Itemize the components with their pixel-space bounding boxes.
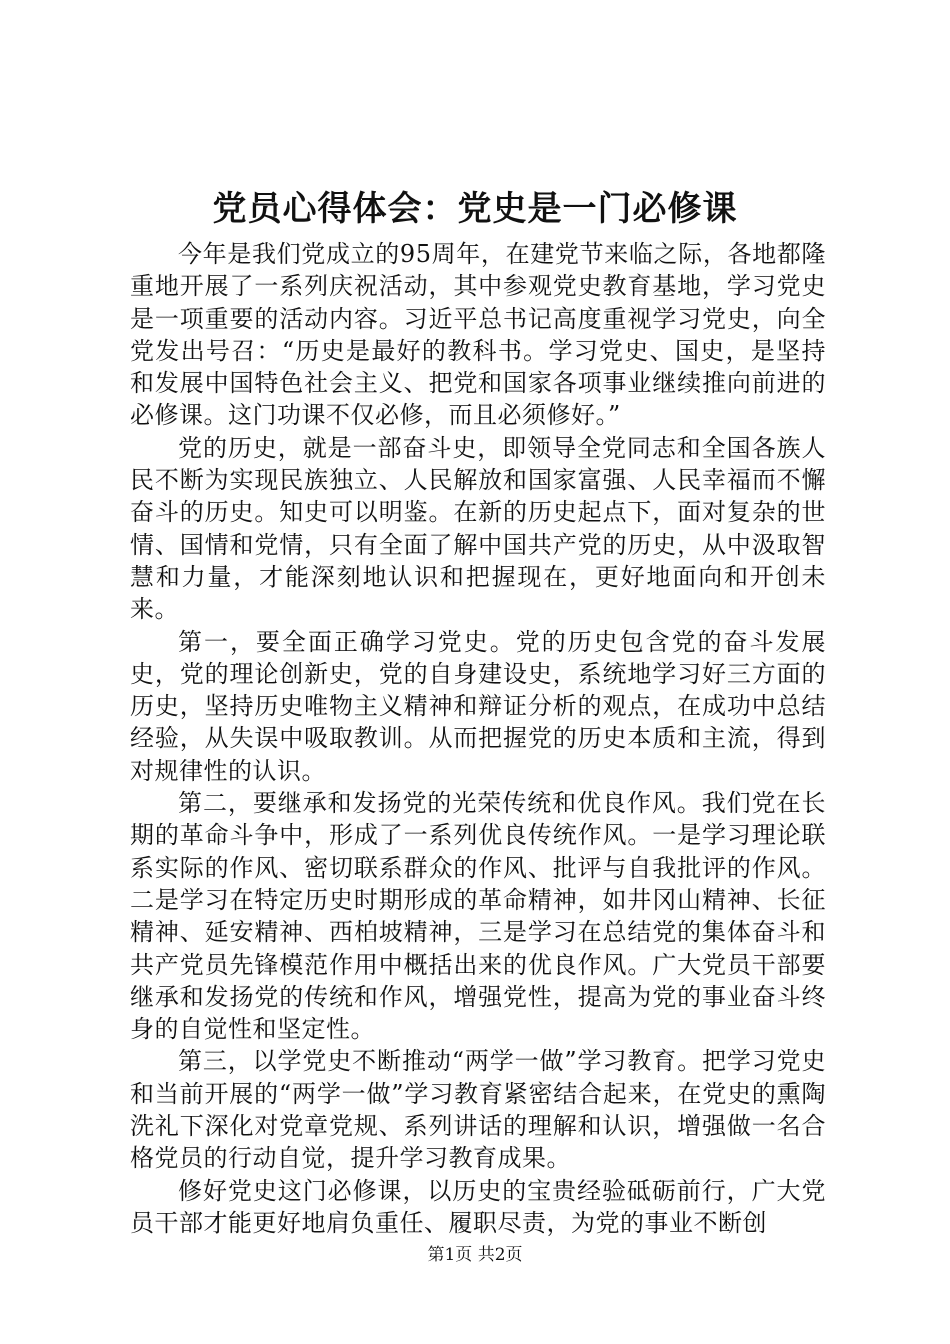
paragraph-6: 修好党史这门必修课，以历史的宝贵经验砥砺前行，广大党员干部才能更好地肩负重任、履职尽责，为党的事业不断创 [130,1176,826,1237]
paragraph-2: 党的历史，就是一部奋斗史，即领导全党同志和全国各族人民不断为实现民族独立、人民解放和国家富强、人民幸福而不懈奋斗的历史。知史可以明鉴。在新的历史起点下，面对复杂的世情、国情和党情，只有全面了解中国共产党的历史，从中汲取智慧和力量，才能深刻地认识和把握现在，更好地面向和开创未来。 [130,433,826,624]
paragraph-3: 第一，要全面正确学习党史。党的历史包含党的奋斗发展史，党的理论创新史，党的自身建设史，系统地学习好三方面的历史，坚持历史唯物主义精神和辩证分析的观点，在成功中总结经验，从失误中吸取教训。从而把握党的历史本质和主流，得到对规律性的认识。 [130,627,826,785]
paragraph-1: 今年是我们党成立的95周年，在建党节来临之际，各地都隆重地开展了一系列庆祝活动，其中参观党史教育基地，学习党史是一项重要的活动内容。习近平总书记高度重视学习党史，向全党发出号召：“历史是最好的教科书。学习党史、国史，是坚持和发展中国特色社会主义、把党和国家各项事业继续推向前进的必修课。这门功课不仅必修，而且必须修好。” [130,240,826,430]
paragraph-5: 第三，以学党史不断推动“两学一做”学习教育。把学习党史和当前开展的“两学一做”学习教育紧密结合起来，在党史的熏陶洗礼下深化对党章党规、系列讲话的理解和认识，增强做一名合格党员的行动自觉，提升学习教育成果。 [130,1047,826,1173]
page-number-footer: 第1页 共2页 [427,1245,523,1265]
document-body [130,238,826,1239]
paragraph-4: 第二，要继承和发扬党的光荣传统和优良作风。我们党在长期的革命斗争中，形成了一系列优良传统作风。一是学习理论联系实际的作风、密切联系群众的作风、批评与自我批评的作风。二是学习在特定历史时期形成的革命精神，如井冈山精神、长征精神、延安精神、西柏坡精神，三是学习在总结党的集体奋斗和共产党员先锋模范作用中概括出来的优良作风。广大党员干部要继承和发扬党的传统和作风，增强党性，提高为党的事业奋斗终身的自觉性和坚定性。 [130,789,826,1044]
document-title: 党员心得体会：党史是一门必修课 [212,189,738,229]
